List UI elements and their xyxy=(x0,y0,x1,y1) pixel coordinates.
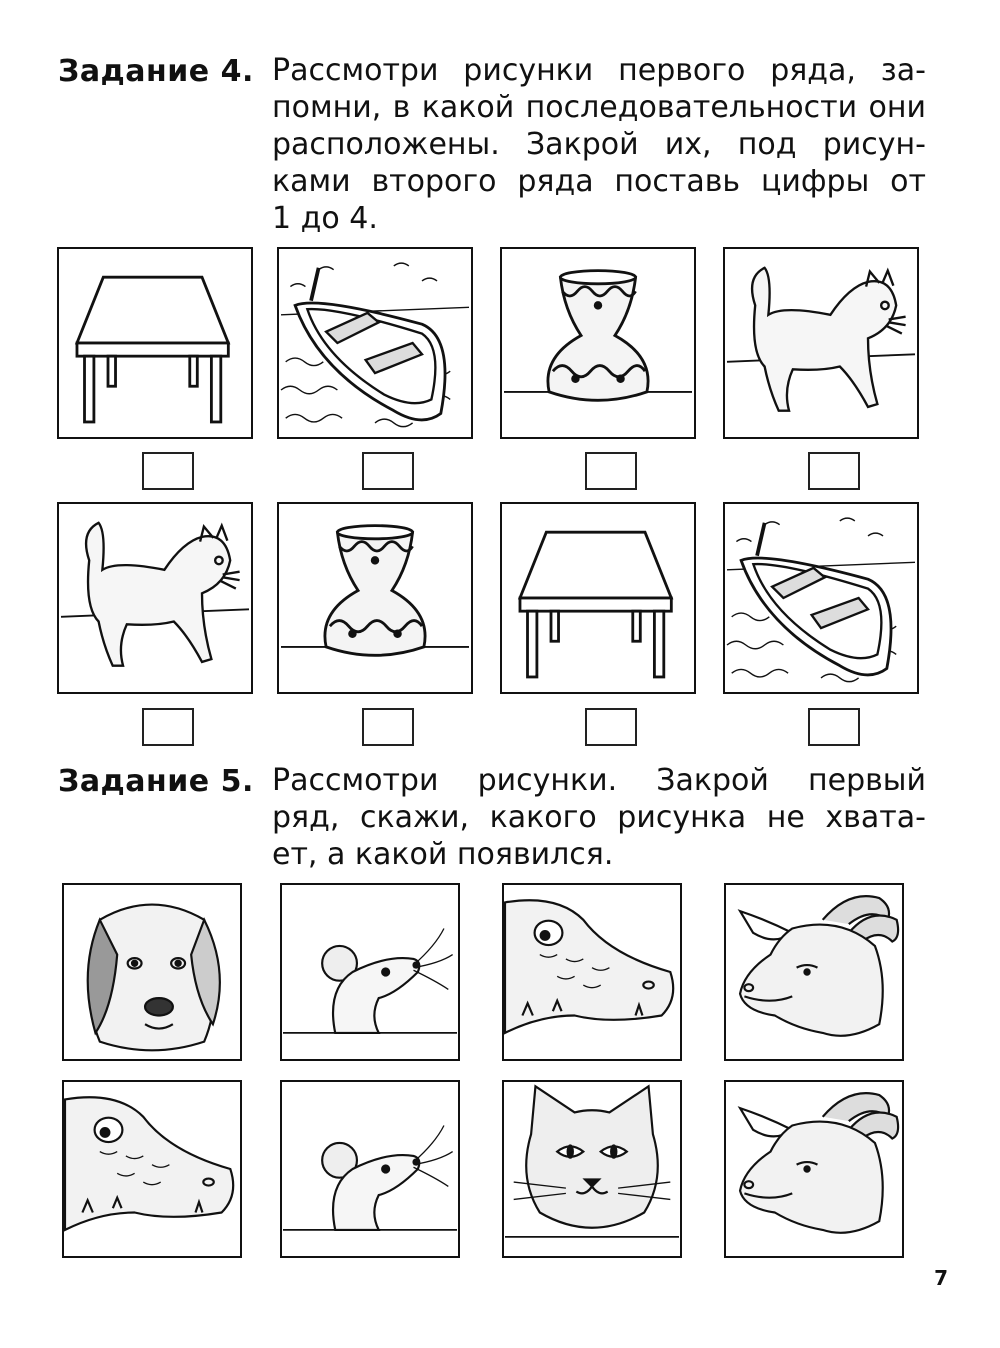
task5-line-3: ет, а какой появился. xyxy=(272,837,614,872)
task4-row1-answer-box-2[interactable] xyxy=(362,452,414,490)
word: какой xyxy=(421,90,515,125)
task4-row2-answer-box-2[interactable] xyxy=(362,708,414,746)
task4-line-3 xyxy=(272,126,926,163)
word: цифры xyxy=(760,164,870,199)
task5-row2-cell-1 xyxy=(62,1080,242,1258)
task4-row2-answer-box-3[interactable] xyxy=(585,708,637,746)
task4-row2-cell-1 xyxy=(57,502,253,694)
task5-row1-cell-1 xyxy=(62,883,242,1061)
vase-icon xyxy=(279,504,471,692)
dog-icon xyxy=(64,885,240,1059)
task4-row1-cell-3 xyxy=(500,247,696,439)
task4-line-1 xyxy=(272,52,926,89)
word: они xyxy=(868,90,926,125)
goat-icon xyxy=(726,885,902,1059)
word: рисунка xyxy=(617,800,747,835)
task4-row2-answer-box-1[interactable] xyxy=(142,708,194,746)
task5-row1-cell-2 xyxy=(280,883,460,1061)
task4-row1-answer-box-4[interactable] xyxy=(808,452,860,490)
word: не xyxy=(766,800,805,835)
task4-row1-cell-1 xyxy=(57,247,253,439)
word: ряда, xyxy=(770,53,856,88)
task5-line-1 xyxy=(272,762,926,799)
word: Закрой xyxy=(525,127,639,162)
task4-row2-cell-3 xyxy=(500,502,696,694)
task5-row1-cell-3 xyxy=(502,883,682,1061)
word: скажи, xyxy=(359,800,470,835)
vase-icon xyxy=(502,249,694,437)
task5-row1-cell-4 xyxy=(724,883,904,1061)
task5-instructions xyxy=(272,762,926,873)
word: ряд, xyxy=(272,800,340,835)
boat-icon xyxy=(725,504,917,692)
mouse-icon xyxy=(282,885,458,1059)
task4-line-5: 1 до 4. xyxy=(272,201,378,236)
task5-row2-cell-3 xyxy=(502,1080,682,1258)
crocodile-icon xyxy=(504,885,680,1059)
task4-row1-cell-2 xyxy=(277,247,473,439)
task4-instructions xyxy=(272,52,926,237)
table-icon xyxy=(502,504,694,692)
word: последовательности xyxy=(525,90,858,125)
goat-icon xyxy=(726,1082,902,1256)
word: поставь xyxy=(614,164,741,199)
word: какого xyxy=(489,800,597,835)
crocodile-icon xyxy=(64,1082,240,1256)
word: под xyxy=(737,127,797,162)
word: ками xyxy=(272,164,351,199)
cat-icon xyxy=(725,249,917,437)
word: хвата- xyxy=(825,800,926,835)
word: в xyxy=(392,90,411,125)
word: Рассмотри xyxy=(272,53,439,88)
word: от xyxy=(890,164,926,199)
word: их, xyxy=(664,127,712,162)
task4-row2-cell-2 xyxy=(277,502,473,694)
word: второго xyxy=(371,164,497,199)
word: Рассмотри xyxy=(272,763,439,798)
page-number: 7 xyxy=(934,1266,948,1290)
task4-row2-cell-4 xyxy=(723,502,919,694)
task4-row2-answer-box-4[interactable] xyxy=(808,708,860,746)
word: рисунки. xyxy=(477,763,618,798)
task5-row2-cell-4 xyxy=(724,1080,904,1258)
table-icon xyxy=(59,249,251,437)
mouse-icon xyxy=(282,1082,458,1256)
task4-row1-answer-box-1[interactable] xyxy=(142,452,194,490)
word: расположены. xyxy=(272,127,500,162)
word: рисун- xyxy=(822,127,926,162)
word: первого xyxy=(618,53,746,88)
task4-row1-cell-4 xyxy=(723,247,919,439)
cat-icon xyxy=(59,504,251,692)
task5-line-2 xyxy=(272,799,926,836)
task4-line-2 xyxy=(272,89,926,126)
word: Закрой xyxy=(656,763,769,798)
task4-line-4 xyxy=(272,163,926,200)
word: рисунки xyxy=(463,53,594,88)
task5-row2-cell-2 xyxy=(280,1080,460,1258)
word: первый xyxy=(808,763,926,798)
word: ряда xyxy=(517,164,594,199)
boat-icon xyxy=(279,249,471,437)
word: помни, xyxy=(272,90,382,125)
task5-label: Задание 5. xyxy=(58,764,254,799)
task4-row1-answer-box-3[interactable] xyxy=(585,452,637,490)
task4-label: Задание 4. xyxy=(58,54,254,89)
cat-face-icon xyxy=(504,1082,680,1256)
word: за- xyxy=(880,53,926,88)
